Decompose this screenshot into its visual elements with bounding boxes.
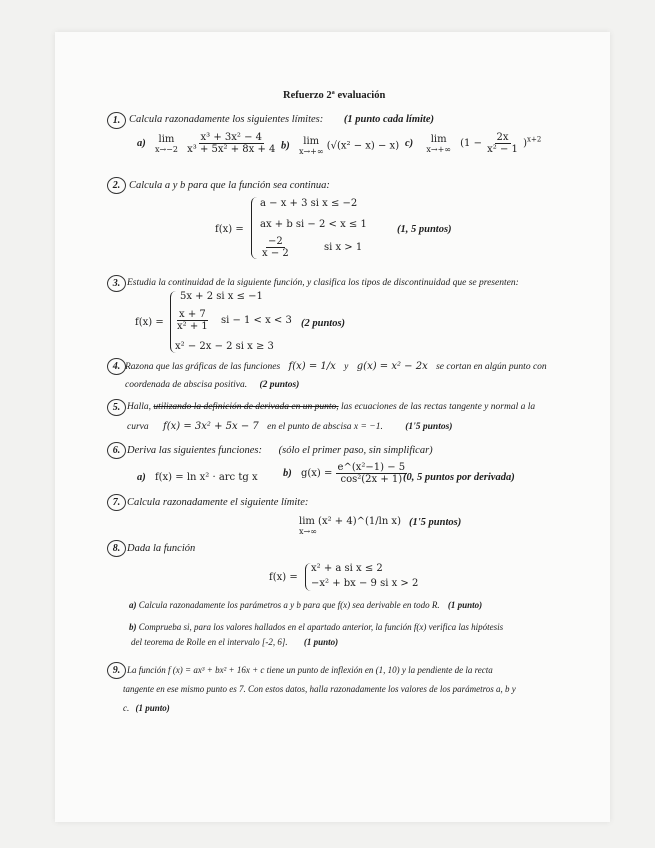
q3-points: (2 puntos) xyxy=(301,318,346,329)
q2-brace xyxy=(251,197,257,259)
q8-part-b-line-2 xyxy=(131,637,338,647)
q6-b-pre: g(x) = xyxy=(300,468,333,479)
q2-r3-numerator: −2 xyxy=(268,236,283,247)
q2-r3-condition: si x > 1 xyxy=(323,242,363,253)
q1-part-a xyxy=(137,132,277,155)
q6-points: (0, 5 puntos por derivada) xyxy=(403,472,515,483)
q3-row-2-fraction xyxy=(175,309,210,332)
q8-fx: f(x) = xyxy=(269,572,298,583)
q8-b-text-2: del teorema de Rolle en el intervalo [-2, 6]. xyxy=(131,637,288,647)
question-number-5: 5. xyxy=(107,399,126,416)
q8-part-a xyxy=(129,600,482,610)
q2-r3-denominator: x − 2 xyxy=(262,248,289,259)
q8-part-b-line-1 xyxy=(129,622,503,632)
q2-row-3 xyxy=(260,236,362,259)
q4-y: y xyxy=(344,362,349,372)
q4-line-2-text: coordenada de abscisa positiva. xyxy=(125,380,248,390)
q8-a-points: (1 punto) xyxy=(447,600,483,610)
question-number-1: 1. xyxy=(107,112,126,129)
q6-note: (sólo el primer paso, sin simplificar) xyxy=(278,445,433,456)
lim-text: lim xyxy=(430,133,447,145)
q4-line-2 xyxy=(125,380,299,390)
q3-text: Estudia la continuidad de la siguiente función, y clasifica los tipos de discontinuidad que se presenten: xyxy=(127,278,519,288)
q8-a-text: Calcula razonadamente los parámetros a y b para que f(x) sea derivable en todo R. xyxy=(138,600,440,610)
q6-part-a xyxy=(137,472,258,483)
lim-text: lim xyxy=(158,133,175,145)
question-number-9: 9. xyxy=(107,662,126,679)
q5-line-2b: en el punto de abscisa x = −1. xyxy=(267,422,383,432)
q1-part-b xyxy=(281,136,399,156)
q8-b-points: (1 punto) xyxy=(303,637,339,647)
q3-row-2 xyxy=(175,309,292,332)
q1-c-label: c) xyxy=(405,138,414,149)
q2-points: (1, 5 puntos) xyxy=(397,224,452,235)
q8-text: Dada la función xyxy=(127,543,196,554)
question-number-8: 8. xyxy=(107,540,126,557)
q3-r2-condition: si − 1 < x < 3 xyxy=(220,315,292,326)
page-title: Refuerzo 2ª evaluación xyxy=(283,90,386,101)
q5-pre: Halla, xyxy=(127,402,152,412)
question-number-2: 2. xyxy=(107,177,126,194)
q1-c-post: ) xyxy=(523,138,527,149)
q1-part-c xyxy=(405,132,541,155)
lim-sub: x→+∞ xyxy=(298,147,324,156)
q8-a-label: a) xyxy=(129,600,137,610)
q1-text: Calcula razonadamente los siguientes límites: xyxy=(129,114,324,125)
q5-line-2 xyxy=(127,421,452,432)
q1-c-pre: (1 − xyxy=(460,138,482,149)
q2-fx: f(x) = xyxy=(215,224,244,235)
q1-statement xyxy=(129,114,434,125)
q4-line-1 xyxy=(125,361,547,372)
q2-row-2: ax + b si − 2 < x ≤ 1 xyxy=(260,219,367,230)
q5-post: las ecuaciones de las rectas tangente y normal a la xyxy=(341,402,536,412)
lim-text: lim xyxy=(303,136,320,147)
q1-a-numerator: x³ + 3x² − 4 xyxy=(200,132,262,143)
q6-a-label: a) xyxy=(137,472,146,483)
q9-points: (1 punto) xyxy=(135,703,170,713)
q1-b-lim xyxy=(299,136,324,156)
q7-lim-expression: lim (x² + 4)^(1/ln x) xyxy=(299,516,401,527)
q1-a-denominator: x³ + 5x² + 8x + 4 xyxy=(187,144,276,155)
q1-a-fraction xyxy=(185,132,277,155)
q8-b-text-1: Comprueba si, para los valores hallados en el apartado anterior, la función f(x) verifica las hipótesis xyxy=(138,622,504,632)
lim-sub: x→−2 xyxy=(154,144,178,154)
q8-b-label: b) xyxy=(129,622,137,632)
q7-limit-block xyxy=(299,516,401,536)
q4-text-1: Razona que las gráficas de las funciones xyxy=(125,362,281,372)
lim-sub: x→+∞ xyxy=(426,144,451,154)
q9-line-3-text: c. xyxy=(123,703,130,713)
q4-points: (2 puntos) xyxy=(259,380,300,390)
q3-fx: f(x) = xyxy=(135,317,164,328)
q4-f: f(x) = 1/x xyxy=(288,361,336,372)
q6-b-fraction xyxy=(336,462,408,485)
q7-limit xyxy=(299,516,401,536)
q5-points: (1'5 puntos) xyxy=(405,422,453,432)
q1-c-numerator: 2x xyxy=(496,132,509,143)
q6-part-b xyxy=(283,462,407,485)
q8-row-1: x² + a si x ≤ 2 xyxy=(311,563,383,574)
q2-text: Calcula a y b para que la función sea continua: xyxy=(129,180,330,191)
q6-line-1 xyxy=(127,445,433,456)
q8-row-2: −x² + bx − 9 si x > 2 xyxy=(311,578,419,589)
q6-text: Deriva las siguientes funciones: xyxy=(127,445,263,456)
q9-line-3 xyxy=(123,703,170,713)
q6-a-expression: f(x) = ln x² · arc tg x xyxy=(154,472,258,483)
question-number-4: 4. xyxy=(107,358,126,375)
q3-r2-numerator: x + 7 xyxy=(179,309,206,320)
exam-sheet xyxy=(55,32,610,822)
q5-line-1 xyxy=(127,402,535,412)
q2-row-1: a − x + 3 si x ≤ −2 xyxy=(260,198,358,209)
q6-b-label: b) xyxy=(283,468,292,479)
q1-c-denominator: x² − 1 xyxy=(487,144,518,155)
q2-row-3-fraction xyxy=(260,236,291,259)
q1-c-fraction xyxy=(485,132,520,155)
question-number-3: 3. xyxy=(107,275,126,292)
q7-lim-sub: x→∞ xyxy=(299,527,317,536)
q1-b-label: b) xyxy=(281,140,290,152)
q1-points: (1 punto cada límite) xyxy=(343,114,434,125)
q1-b-expression: (√(x² − x) − x) xyxy=(326,140,400,152)
q1-a-label: a) xyxy=(137,138,146,149)
question-number-6: 6. xyxy=(107,442,126,459)
q1-c-exponent: x+2 xyxy=(527,135,542,144)
q7-text: Calcula razonadamente el siguiente límite: xyxy=(127,497,309,508)
q5-line-2a: curva xyxy=(127,422,149,432)
q9-line-1: La función f (x) = ax³ + bx² + 16x + c tiene un punto de inflexión en (1, 10) y la pendiente de la recta xyxy=(127,665,493,675)
q5-struck-text: utilizando la definición de derivada en un punto, xyxy=(153,402,339,412)
q3-r2-denominator: x² + 1 xyxy=(177,321,208,332)
q1-c-lim xyxy=(426,134,451,154)
q9-line-2: tangente en ese mismo punto es 7. Con estos datos, halla razonadamente los valores de los parámetros a, b y xyxy=(123,684,516,694)
q4-text-2: se cortan en algún punto con xyxy=(436,362,547,372)
q6-b-denominator: cos²(2x + 1) xyxy=(340,474,403,485)
q1-a-lim xyxy=(155,134,178,154)
q4-g: g(x) = x² − 2x xyxy=(356,361,428,372)
q3-row-3: x² − 2x − 2 si x ≥ 3 xyxy=(175,341,274,352)
q5-curve: f(x) = 3x² + 5x − 7 xyxy=(163,421,259,432)
question-number-7: 7. xyxy=(107,494,126,511)
q7-points: (1'5 puntos) xyxy=(409,517,462,528)
q3-row-1: 5x + 2 si x ≤ −1 xyxy=(180,291,263,302)
q6-b-numerator: e^(x²−1) − 5 xyxy=(337,462,406,473)
